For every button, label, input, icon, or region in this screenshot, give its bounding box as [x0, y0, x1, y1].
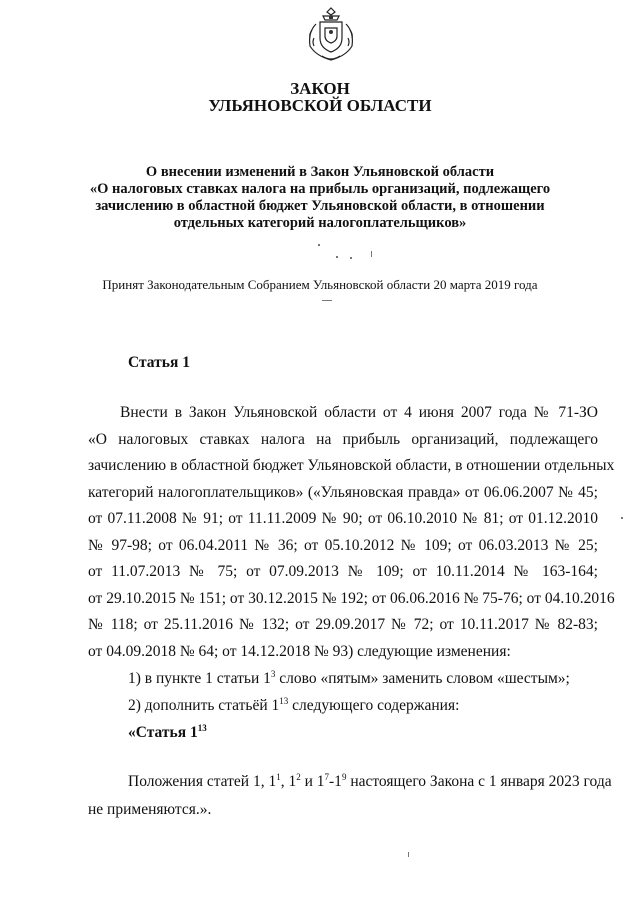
law-title-line-1: ЗАКОН	[290, 79, 350, 98]
body-line: от 29.10.2015 № 151; от 30.12.2015 № 192; от 06.06.2016 № 75-76; от 04.10.2016	[88, 589, 615, 607]
article-heading: Статья 1	[128, 354, 190, 371]
provision-text	[128, 772, 612, 791]
law-title-line-2: УЛЬЯНОВСКОЙ ОБЛАСТИ	[208, 96, 432, 115]
superscript: 13	[197, 723, 207, 733]
scan-speck	[336, 256, 338, 258]
law-subject	[60, 164, 580, 232]
heading-text: «Статья 1	[128, 724, 198, 741]
article-body	[88, 400, 615, 665]
subject-line: отдельных категорий налогоплательщиков»	[173, 215, 467, 231]
body-line: от 07.11.2008 № 91; от 11.11.2009 № 90; от 06.10.2010 № 81; от 01.12.2010	[88, 510, 598, 527]
scan-speck	[350, 257, 352, 259]
scan-speck	[318, 244, 320, 246]
superscript: 9	[341, 772, 347, 782]
item-text: следующего содержания:	[288, 697, 460, 714]
scan-speck	[408, 852, 409, 857]
subject-line: «О налоговых ставках налога на прибыль организаций, подлежащего	[89, 181, 551, 197]
body-line: «О налоговых ставках налога на прибыль организаций, подлежащего	[88, 430, 598, 448]
new-article-heading	[128, 724, 207, 742]
superscript: 3	[270, 669, 276, 679]
superscript: 13	[279, 696, 289, 706]
body-line: от 11.07.2013 № 75; от 07.09.2013 № 109; от 10.11.2014 № 163-164;	[88, 563, 598, 580]
superscript: 7	[324, 772, 330, 782]
item-text: 2) дополнить статьёй 1	[128, 697, 280, 714]
superscript: 1	[276, 772, 281, 782]
body-line: от 04.09.2018 № 64; от 14.12.2018 № 93) следующие изменения:	[88, 642, 511, 660]
scan-speck	[371, 251, 372, 257]
provision-text-line-2: не применяются.».	[88, 801, 212, 818]
body-line: зачислению в областной бюджет Ульяновской области, в отношении отдельных	[88, 457, 615, 474]
provision-part: -1	[329, 773, 342, 790]
provision-part: настоящего Закона с 1 января 2023 года	[346, 773, 612, 790]
item-text: слово «пятым» заменить словом «шестым»;	[275, 670, 570, 687]
coat-of-arms-emblem	[300, 4, 362, 66]
item-text: 1) в пункте 1 статьи 1	[128, 670, 271, 687]
scan-speck	[621, 517, 623, 519]
body-line: № 118; от 25.11.2016 № 132; от 29.09.2017 № 72; от 10.11.2017 № 82-83;	[88, 616, 598, 633]
body-line: № 97-98; от 06.04.2011 № 36; от 05.10.2012 № 109; от 06.03.2013 № 25;	[88, 536, 598, 554]
body-line: категорий налогоплательщиков» («Ульяновская правда» от 06.06.2007 № 45;	[88, 483, 598, 501]
subject-line: зачислению в областной бюджет Ульяновской области, в отношении	[95, 198, 545, 214]
provision-part: Положения статей 1, 1	[128, 773, 277, 790]
amendment-item-1	[128, 670, 570, 688]
amendment-item-2	[128, 697, 459, 715]
subject-line: О внесении изменений в Закон Ульяновской области	[145, 164, 495, 180]
scan-speck	[322, 300, 332, 301]
superscript: 2	[296, 772, 301, 782]
adoption-note: Принят Законодательным Собранием Ульяновской области 20 марта 2019 года	[102, 277, 538, 292]
provision-part: и 1	[300, 773, 325, 790]
body-line: Внести в Закон Ульяновской области от 4 июня 2007 года № 71-ЗО	[120, 404, 598, 421]
provision-part: , 1	[280, 773, 297, 790]
